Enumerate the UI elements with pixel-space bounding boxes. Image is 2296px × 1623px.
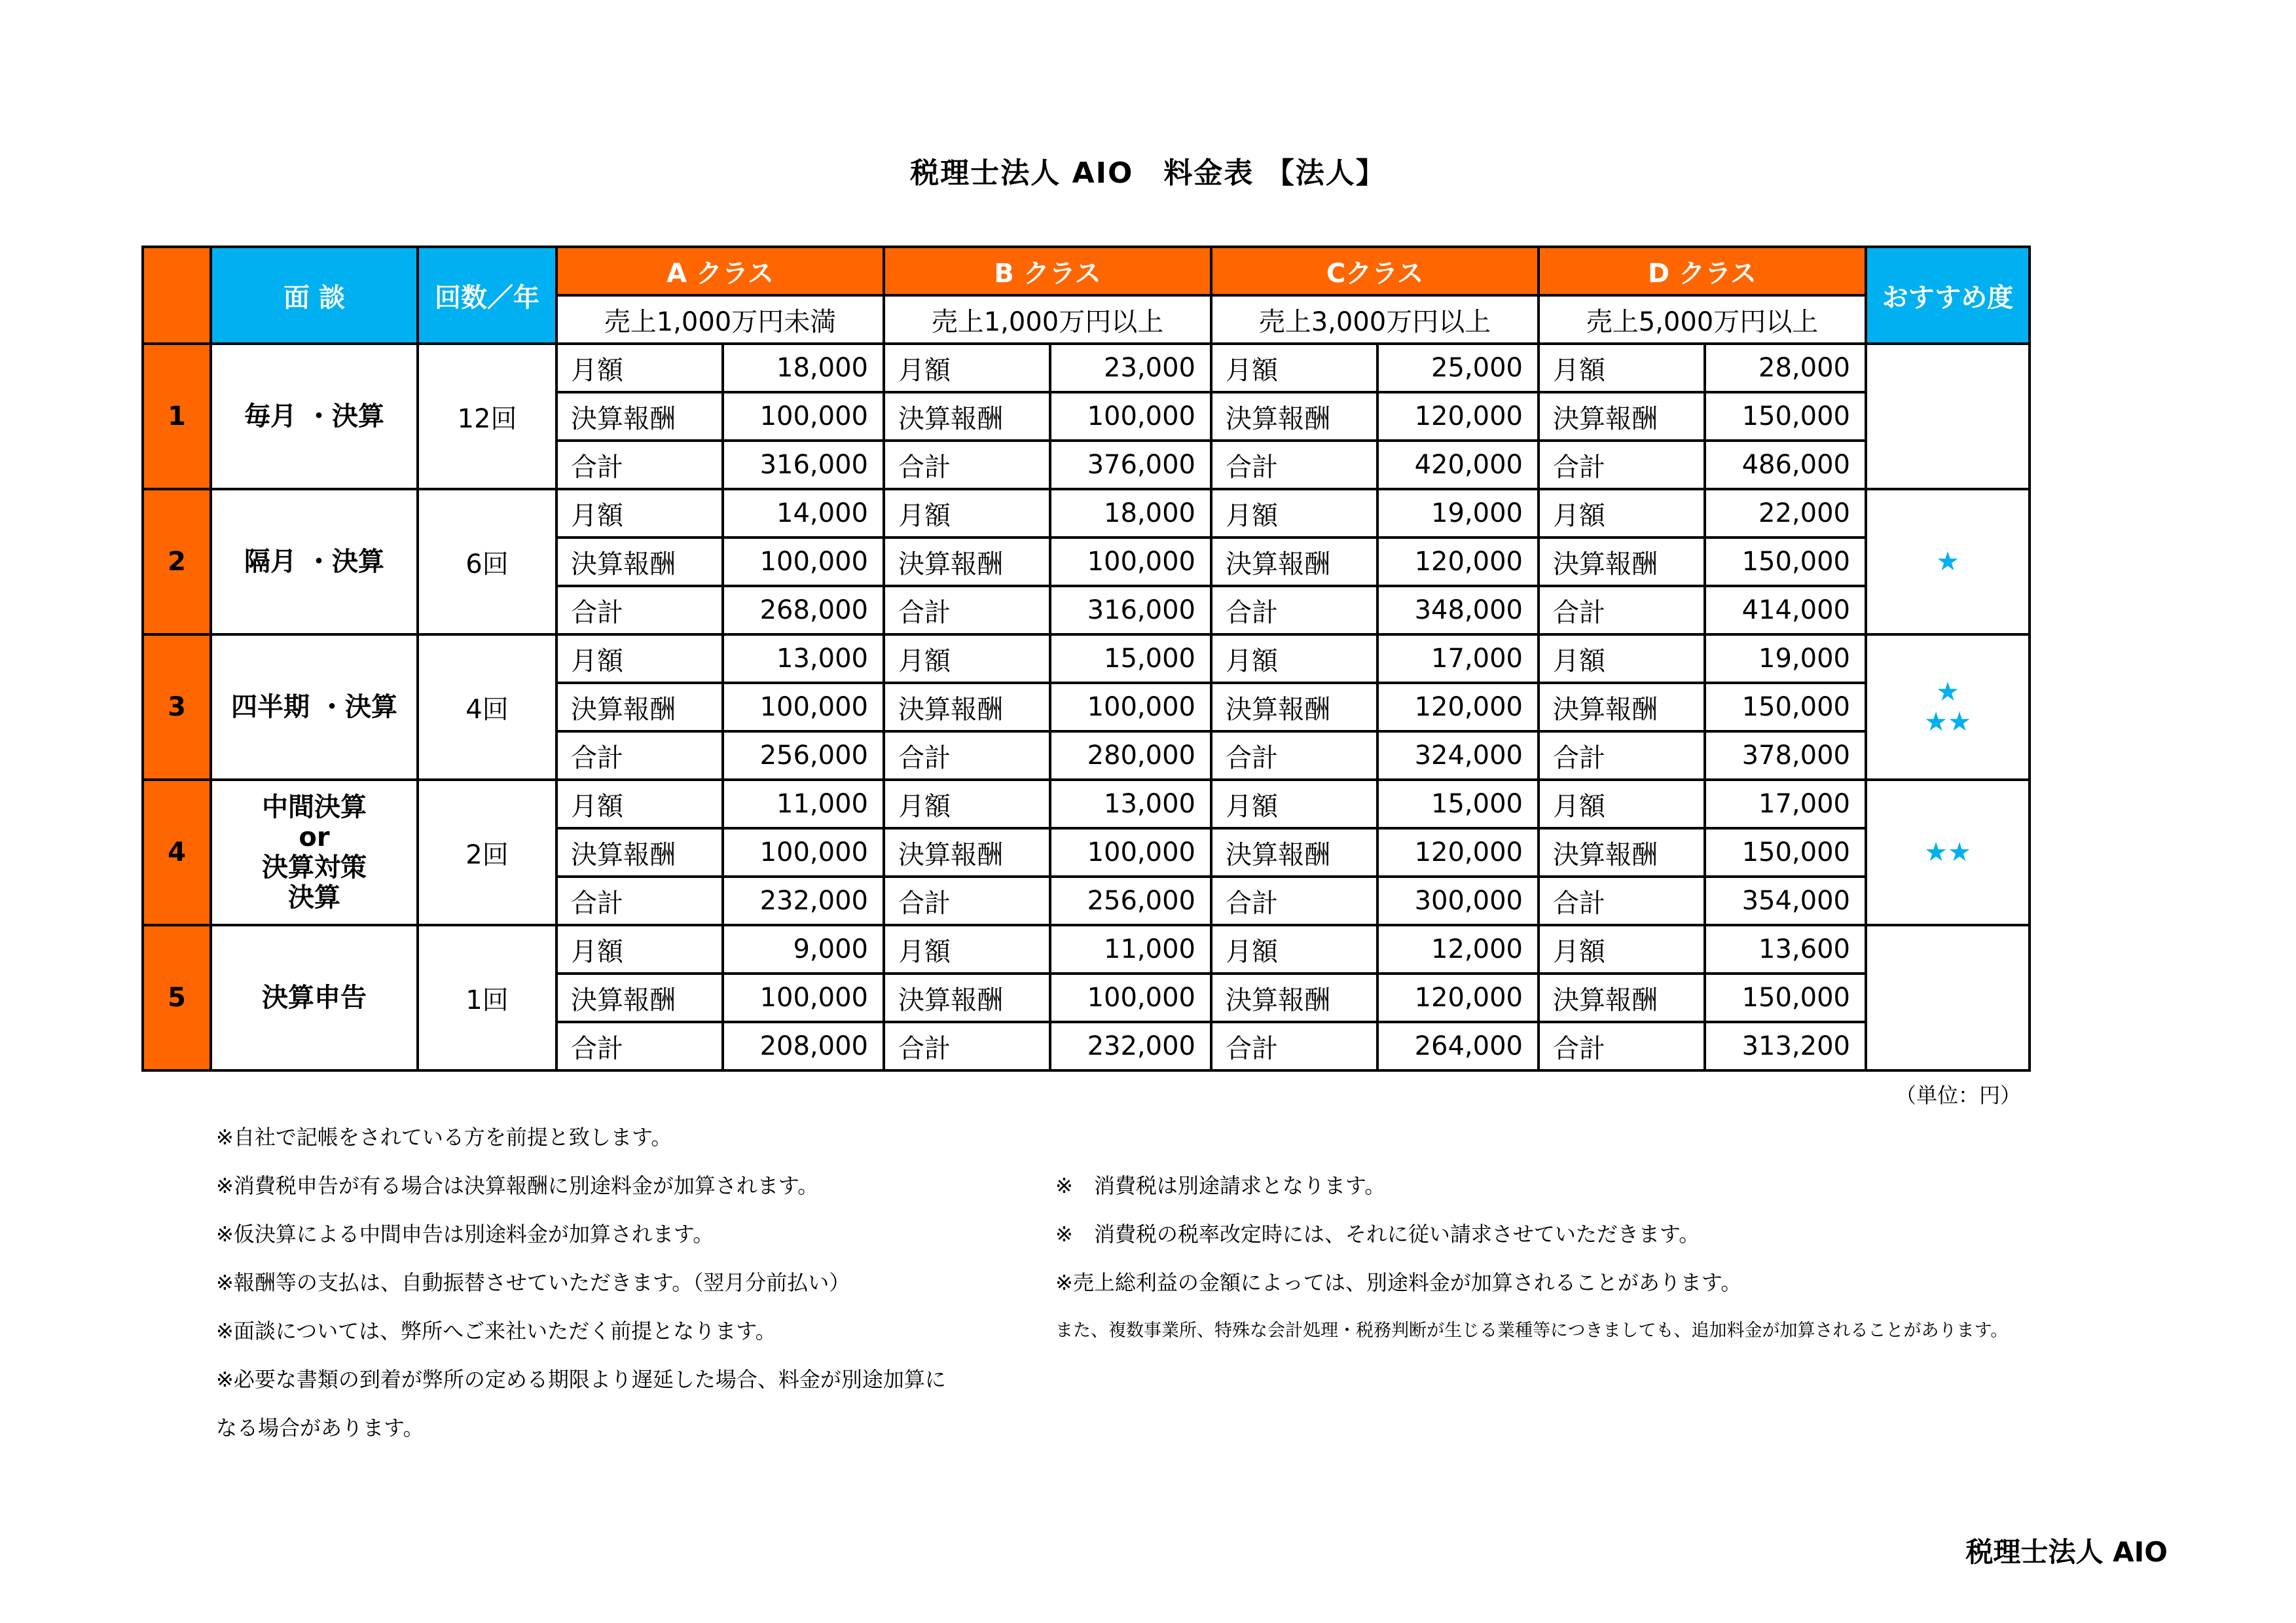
fee-value: 100,000 xyxy=(723,828,884,877)
fee-label: 合計 xyxy=(1539,586,1705,634)
note-item: ※ 消費税の税率改定時には、それに従い請求させていただきます。 xyxy=(1055,1222,1700,1247)
plan-interview xyxy=(211,344,418,489)
fee-label: 合計 xyxy=(1211,731,1377,780)
fee-label: 合計 xyxy=(556,1022,723,1070)
fee-label: 合計 xyxy=(884,441,1050,489)
plan-interview xyxy=(211,925,418,1070)
fee-label: 合計 xyxy=(556,586,723,634)
fee-value: 268,000 xyxy=(723,586,884,634)
fee-label: 決算報酬 xyxy=(556,683,723,731)
fee-value: 208,000 xyxy=(723,1022,884,1070)
plan-recommendation xyxy=(1866,344,2030,489)
fee-label: 合計 xyxy=(1211,1022,1377,1070)
fee-value: 120,000 xyxy=(1377,974,1539,1022)
note-item: ※売上総利益の金額によっては、別途料金が加算されることがあります。 xyxy=(1055,1270,1742,1295)
fee-value: 100,000 xyxy=(723,392,884,441)
note-item: ※報酬等の支払は、自動振替させていただきます。（翌月分前払い） xyxy=(216,1270,850,1295)
plan-frequency: 2回 xyxy=(418,780,556,925)
fee-value: 264,000 xyxy=(1377,1022,1539,1070)
header-class-c: Cクラス xyxy=(1211,247,1539,295)
fee-label: 月額 xyxy=(1539,634,1705,683)
fee-value: 19,000 xyxy=(1377,489,1539,538)
fee-value: 232,000 xyxy=(723,877,884,925)
fee-label: 決算報酬 xyxy=(884,683,1050,731)
fee-label: 合計 xyxy=(1211,441,1377,489)
fee-label: 月額 xyxy=(1539,925,1705,974)
fee-value: 100,000 xyxy=(723,538,884,586)
fee-value: 22,000 xyxy=(1705,489,1866,538)
fee-value: 150,000 xyxy=(1705,828,1866,877)
fee-value: 100,000 xyxy=(723,683,884,731)
fee-value: 324,000 xyxy=(1377,731,1539,780)
plan-row xyxy=(143,634,2030,683)
fee-value: 232,000 xyxy=(1050,1022,1211,1070)
fee-value: 100,000 xyxy=(1050,538,1211,586)
fee-label: 決算報酬 xyxy=(1211,538,1377,586)
fee-value: 11,000 xyxy=(723,780,884,828)
plan-number: 1 xyxy=(143,344,211,489)
condition-class-c: 売上3,000万円以上 xyxy=(1211,295,1539,344)
fee-label: 決算報酬 xyxy=(556,974,723,1022)
fee-value: 28,000 xyxy=(1705,344,1866,392)
plan-row xyxy=(143,780,2030,828)
fee-value: 256,000 xyxy=(1050,877,1211,925)
fee-value: 354,000 xyxy=(1705,877,1866,925)
fee-value: 280,000 xyxy=(1050,731,1211,780)
fee-value: 11,000 xyxy=(1050,925,1211,974)
plan-row xyxy=(143,344,2030,392)
fee-label: 決算報酬 xyxy=(556,828,723,877)
fee-value: 120,000 xyxy=(1377,683,1539,731)
plan-interview-line: 決算申告 xyxy=(262,983,367,1013)
fee-label: 合計 xyxy=(1539,877,1705,925)
fee-label: 合計 xyxy=(884,731,1050,780)
fee-value: 316,000 xyxy=(723,441,884,489)
plan-recommendation xyxy=(1866,489,2030,634)
fee-label: 月額 xyxy=(884,780,1050,828)
fee-value: 15,000 xyxy=(1377,780,1539,828)
plan-number: 3 xyxy=(143,634,211,780)
footer-company-name: 税理士法人 AIO xyxy=(1965,1536,2168,1568)
fee-label: 合計 xyxy=(1211,877,1377,925)
fee-value: 13,000 xyxy=(723,634,884,683)
star-icon: ★★ xyxy=(1924,837,1971,867)
plan-interview xyxy=(211,780,418,925)
fee-label: 月額 xyxy=(1539,489,1705,538)
fee-label: 合計 xyxy=(884,877,1050,925)
fee-value: 13,000 xyxy=(1050,780,1211,828)
fee-label: 月額 xyxy=(556,780,723,828)
star-icon: ★ xyxy=(1936,677,1959,707)
fee-label: 合計 xyxy=(556,877,723,925)
note-item: ※自社で記帳をされている方を前提と致します。 xyxy=(216,1125,672,1150)
fee-value: 13,600 xyxy=(1705,925,1866,974)
fee-value: 100,000 xyxy=(723,974,884,1022)
fee-label: 月額 xyxy=(884,344,1050,392)
plan-recommendation xyxy=(1866,925,2030,1070)
plan-interview-line: 決算 xyxy=(288,883,340,913)
note-item: ※面談については、弊所へご来社いただく前提となります。 xyxy=(216,1319,776,1343)
plan-frequency: 1回 xyxy=(418,925,556,1070)
fee-value: 17,000 xyxy=(1377,634,1539,683)
fee-value: 313,200 xyxy=(1705,1022,1866,1070)
note-item: ※ 消費税は別途請求となります。 xyxy=(1055,1173,1386,1198)
fee-value: 19,000 xyxy=(1705,634,1866,683)
fee-label: 合計 xyxy=(1539,1022,1705,1070)
fee-value: 150,000 xyxy=(1705,683,1866,731)
fee-label: 月額 xyxy=(884,489,1050,538)
fee-label: 決算報酬 xyxy=(1211,683,1377,731)
fee-value: 300,000 xyxy=(1377,877,1539,925)
plan-frequency: 6回 xyxy=(418,489,556,634)
fee-value: 25,000 xyxy=(1377,344,1539,392)
fee-value: 256,000 xyxy=(723,731,884,780)
fee-value: 100,000 xyxy=(1050,828,1211,877)
plan-number: 5 xyxy=(143,925,211,1070)
fee-label: 月額 xyxy=(1211,634,1377,683)
plan-frequency: 4回 xyxy=(418,634,556,780)
condition-class-a: 売上1,000万円未満 xyxy=(556,295,884,344)
fee-value: 378,000 xyxy=(1705,731,1866,780)
fee-value: 12,000 xyxy=(1377,925,1539,974)
fee-label: 決算報酬 xyxy=(884,392,1050,441)
plan-recommendation xyxy=(1866,634,2030,780)
fee-label: 決算報酬 xyxy=(1211,974,1377,1022)
fee-value: 15,000 xyxy=(1050,634,1211,683)
fee-value: 150,000 xyxy=(1705,974,1866,1022)
fee-label: 合計 xyxy=(1539,731,1705,780)
fee-label: 合計 xyxy=(556,731,723,780)
plan-number: 4 xyxy=(143,780,211,925)
plan-interview-line: 決算対策 xyxy=(262,852,367,883)
note-item: ※必要な書類の到着が弊所の定める期限より遅延した場合、料金が別途加算に xyxy=(216,1367,946,1392)
fee-value: 100,000 xyxy=(1050,683,1211,731)
fee-value: 414,000 xyxy=(1705,586,1866,634)
fee-label: 決算報酬 xyxy=(884,974,1050,1022)
fee-value: 150,000 xyxy=(1705,392,1866,441)
header-class-b: B クラス xyxy=(884,247,1211,295)
fee-label: 月額 xyxy=(556,925,723,974)
fee-label: 月額 xyxy=(556,344,723,392)
fee-label: 決算報酬 xyxy=(1539,974,1705,1022)
fee-label: 決算報酬 xyxy=(1539,683,1705,731)
fee-label: 合計 xyxy=(556,441,723,489)
note-item: また、複数事業所、特殊な会計処理・税務判断が生じる業種等につきましても、追加料金が加算されることがあります。 xyxy=(1055,1321,2009,1341)
fee-label: 決算報酬 xyxy=(1539,392,1705,441)
fee-label: 月額 xyxy=(884,634,1050,683)
fee-label: 月額 xyxy=(1211,780,1377,828)
plan-row xyxy=(143,925,2030,974)
fee-label: 月額 xyxy=(1539,344,1705,392)
fee-label: 合計 xyxy=(1211,586,1377,634)
fee-label: 決算報酬 xyxy=(1539,828,1705,877)
plan-interview-line: 隔月 ・決算 xyxy=(244,547,384,577)
fee-table xyxy=(141,246,2031,1072)
fee-label: 決算報酬 xyxy=(556,538,723,586)
fee-label: 月額 xyxy=(1211,344,1377,392)
condition-class-d: 売上5,000万円以上 xyxy=(1539,295,1866,344)
notes-left xyxy=(216,1113,946,1452)
star-icon: ★★ xyxy=(1924,707,1971,737)
note-item: ※消費税申告が有る場合は決算報酬に別途料金が加算されます。 xyxy=(216,1173,819,1198)
fee-label: 月額 xyxy=(1211,489,1377,538)
fee-label: 月額 xyxy=(1539,780,1705,828)
fee-label: 月額 xyxy=(884,925,1050,974)
fee-value: 18,000 xyxy=(1050,489,1211,538)
fee-label: 決算報酬 xyxy=(884,538,1050,586)
fee-label: 合計 xyxy=(884,586,1050,634)
header-class-a: A クラス xyxy=(556,247,884,295)
header-row-1 xyxy=(143,247,2030,295)
plan-interview-line: 中間決算 xyxy=(262,792,367,822)
fee-value: 150,000 xyxy=(1705,538,1866,586)
page-title: 税理士法人 AIO 料金表 【法人】 xyxy=(910,156,1386,190)
fee-value: 120,000 xyxy=(1377,828,1539,877)
plan-frequency: 12回 xyxy=(418,344,556,489)
unit-label: （単位：円） xyxy=(1895,1083,2021,1108)
fee-value: 17,000 xyxy=(1705,780,1866,828)
note-item: ※仮決算による中間申告は別途料金が加算されます。 xyxy=(216,1222,714,1247)
star-icon: ★ xyxy=(1936,547,1959,577)
fee-label: 合計 xyxy=(884,1022,1050,1070)
fee-label: 月額 xyxy=(556,489,723,538)
fee-label: 合計 xyxy=(1539,441,1705,489)
fee-label: 決算報酬 xyxy=(1211,828,1377,877)
fee-value: 23,000 xyxy=(1050,344,1211,392)
plan-interview xyxy=(211,489,418,634)
fee-value: 376,000 xyxy=(1050,441,1211,489)
fee-label: 月額 xyxy=(1211,925,1377,974)
fee-label: 決算報酬 xyxy=(1211,392,1377,441)
fee-label: 決算報酬 xyxy=(884,828,1050,877)
fee-value: 486,000 xyxy=(1705,441,1866,489)
fee-value: 120,000 xyxy=(1377,538,1539,586)
fee-value: 348,000 xyxy=(1377,586,1539,634)
plan-interview-line: 四半期 ・決算 xyxy=(231,692,397,722)
header-frequency: 回数／年 xyxy=(418,247,556,344)
fee-value: 100,000 xyxy=(1050,974,1211,1022)
condition-class-b: 売上1,000万円以上 xyxy=(884,295,1211,344)
fee-value: 14,000 xyxy=(723,489,884,538)
fee-value: 9,000 xyxy=(723,925,884,974)
note-item: なる場合があります。 xyxy=(216,1415,424,1440)
plan-interview-line: 毎月 ・決算 xyxy=(244,401,384,431)
fee-label: 決算報酬 xyxy=(556,392,723,441)
plan-interview-line: or xyxy=(299,822,330,852)
plan-row xyxy=(143,489,2030,538)
header-interview: 面 談 xyxy=(211,247,418,344)
notes-right xyxy=(1055,1161,2028,1355)
fee-value: 420,000 xyxy=(1377,441,1539,489)
fee-label: 決算報酬 xyxy=(1539,538,1705,586)
fee-value: 316,000 xyxy=(1050,586,1211,634)
fee-value: 18,000 xyxy=(723,344,884,392)
fee-label: 月額 xyxy=(556,634,723,683)
plan-recommendation xyxy=(1866,780,2030,925)
fee-value: 120,000 xyxy=(1377,392,1539,441)
header-recommend: おすすめ度 xyxy=(1866,247,2030,344)
fee-value: 100,000 xyxy=(1050,392,1211,441)
plan-number: 2 xyxy=(143,489,211,634)
header-number-cell xyxy=(143,247,211,344)
header-class-d: D クラス xyxy=(1539,247,1866,295)
plan-interview xyxy=(211,634,418,780)
